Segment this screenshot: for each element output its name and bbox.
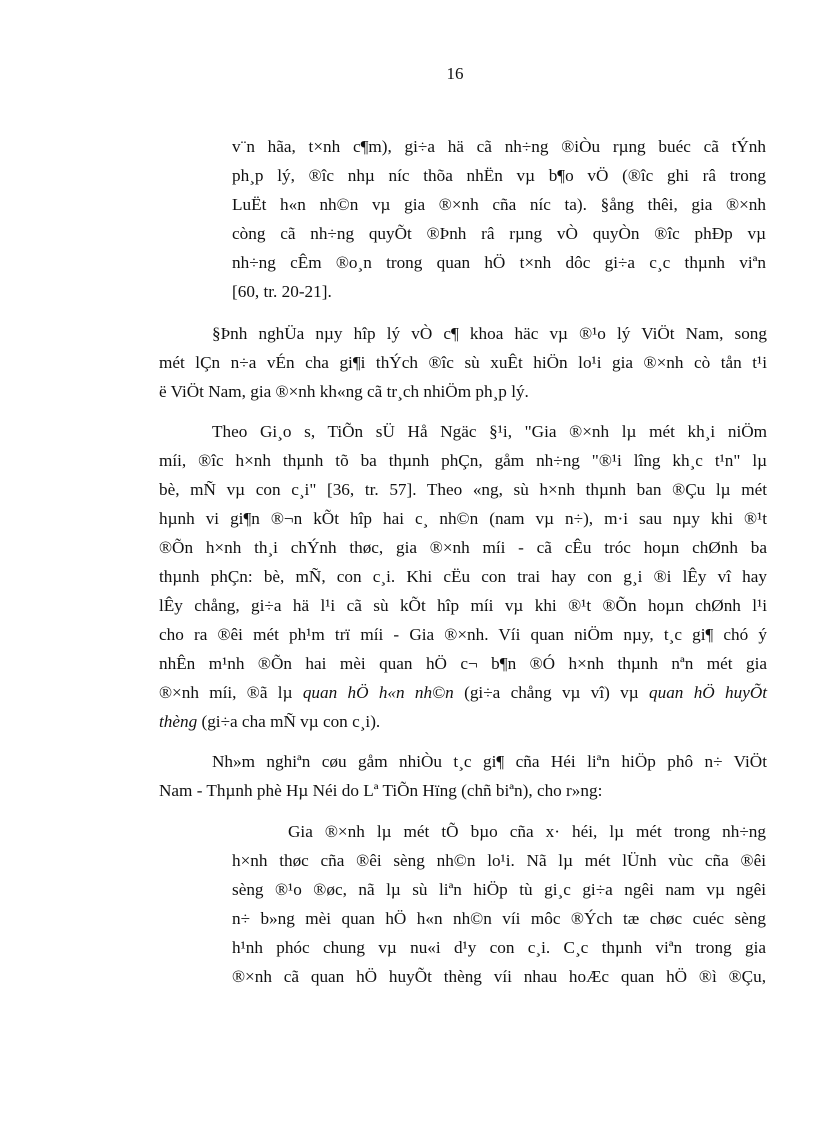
text-line [159, 678, 767, 707]
text-line: cho ra ®êi mét ph¹m trï míi - Gia ®×nh. Víi quan niÖm nµy, t¸c gi¶ chó ý [159, 625, 767, 644]
text-line: hµnh vi gi¶n ®¬n kÕt hîp hai c¸ nh©n (nam vµ n÷), m·i sau nµy khi ®¹t [159, 509, 767, 528]
text-line: h×nh thøc cña ®êi sèng nh©n lo¹i. Nã lµ mét lÜnh vùc cña ®êi [232, 851, 766, 870]
text-line: còng cã nh÷ng quyÕt ®Þnh râ rµng vÒ quyÒn ®îc phÐp vµ [232, 224, 766, 243]
text-line: nhÊn m¹nh ®Õn hai mèi quan hÖ c¬ b¶n ®Ó h×nh thµnh nªn mét gia [159, 654, 767, 673]
page-number: 16 [446, 64, 464, 83]
text-line: Theo Gi¸o s, TiÕn sÜ Hå Ngäc §¹i, "Gia ®×nh lµ mét kh¸i niÖm [212, 422, 767, 441]
text-run: ®×nh míi, ®ã lµ [159, 683, 293, 702]
text-line: nh÷ng cÊm ®o¸n trong quan hÖ t×nh dôc gi÷a c¸c thµnh viªn [232, 253, 766, 272]
text-line: míi, ®îc h×nh thµnh tõ ba thµnh phÇn, gåm nh÷ng "®¹i lîng kh¸c t¹n" lµ [159, 451, 767, 470]
text-line: thµnh phÇn: bè, mÑ, con c¸i. Khi cËu con trai hay con g¸i ®i lÊy vî hay [159, 567, 767, 586]
emphasis-marriage-relation: quan hÖ h«n nh©n [302, 683, 454, 702]
text-line: v¨n hãa, t×nh c¶m), gi÷a hä cã nh÷ng ®iÒu rµng buéc cã tÝnh [232, 137, 766, 156]
paragraph-research-intro [159, 747, 767, 805]
text-line: h¹nh phóc chung vµ nu«i d¹y con c¸i. C¸c thµnh viªn trong gia [232, 938, 766, 957]
text-line: sèng ®¹o ®øc, nã lµ sù liªn hiÖp tù gi¸c gi÷a ngêi nam vµ ngêi [232, 880, 766, 899]
text-line: [60, tr. 20-21]. [232, 282, 332, 301]
text-line: Nam - Thµnh phè Hµ Néi do Lª TiÕn Hïng (chñ biªn), cho r»ng: [159, 781, 603, 800]
block-quote-family-definition [232, 817, 766, 991]
text-line: ®Õn h×nh th¸i chÝnh thøc, gia ®×nh míi - cã cÊu tróc hoµn chØnh ba [159, 538, 767, 557]
text-line: lÊy chång, gi÷a hä l¹i cã sù kÕt hîp míi vµ khi ®¹t ®Õn hoµn chØnh l¹i [159, 596, 767, 615]
paragraph-definition-comment [159, 319, 767, 406]
text-line: Nh»m nghiªn cøu gåm nhiÒu t¸c gi¶ cña Héi liªn hiÖp phô n÷ ViÖt [212, 752, 767, 771]
text-line: ph¸p lý, ®îc nhµ níc thõa nhËn vµ b¶o vÖ (®îc ghi râ trong [232, 166, 766, 185]
emphasis-blood-relation: quan hÖ huyÕt [649, 683, 768, 702]
emphasis-blood-relation-end: thèng [159, 712, 198, 731]
text-line: bè, mÑ vµ con c¸i" [36, tr. 57]. Theo «ng, sù h×nh thµnh ban ®Çu lµ mét [159, 480, 767, 499]
text-line: LuËt h«n nh©n vµ gia ®×nh cña níc ta). §ång thêi, gia ®×nh [232, 195, 766, 214]
block-quote-continued [232, 132, 766, 306]
text-line: Gia ®×nh lµ mét tÕ bµo cña x· héi, lµ mét trong nh÷ng [288, 822, 766, 841]
text-run: (gi÷a chång vµ vî) vµ [464, 683, 639, 702]
text-line: §Þnh nghÜa nµy hîp lý vÒ c¶ khoa häc vµ ®¹o lý ViÖt Nam, song [212, 324, 767, 343]
text-line: mét lÇn n÷a vÉn cha gi¶i thÝch ®îc sù xuÊt hiÖn lo¹i gia ®×nh cò tån t¹i [159, 353, 767, 372]
text-line: n÷ b»ng mèi quan hÖ h«n nh©n víi môc ®Ých tæ chøc cuéc sèng [232, 909, 766, 928]
text-line [159, 707, 767, 736]
paragraph-ho-ngoc-dai [159, 417, 767, 736]
text-line: ®×nh cã quan hÖ huyÕt thèng víi nhau hoÆc quan hÖ ®ì ®Çu, [232, 967, 766, 986]
text-run: (gi÷a cha mÑ vµ con c¸i). [201, 712, 381, 731]
text-line: ë ViÖt Nam, gia ®×nh kh«ng cã tr¸ch nhiÖm ph¸p lý. [159, 382, 529, 401]
